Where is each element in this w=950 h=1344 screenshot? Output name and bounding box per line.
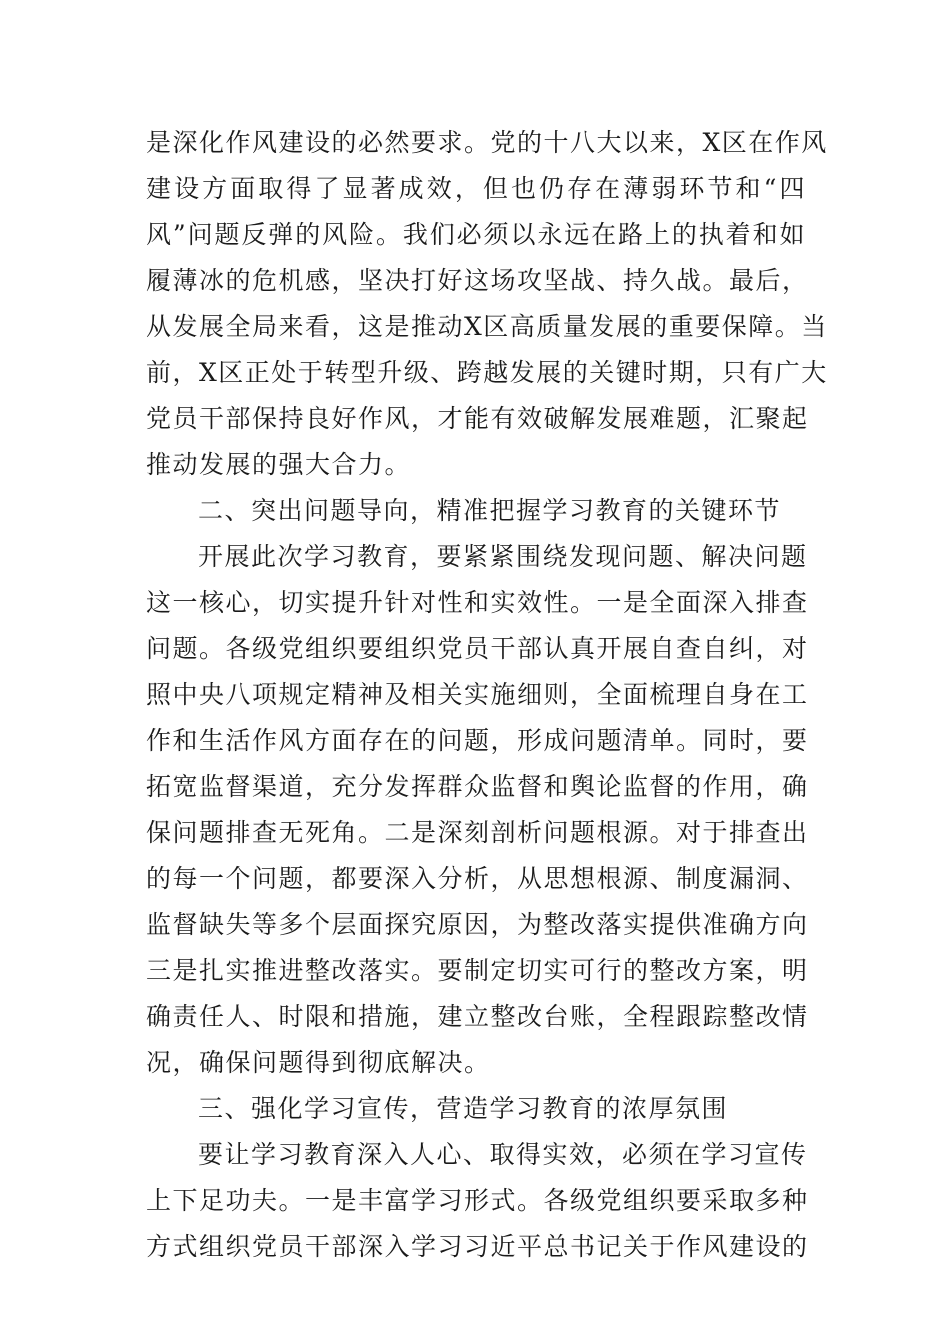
text-line: 要让学习教育深入人心、取得实效，必须在学习宣传 [198, 1140, 808, 1169]
text-line: 保问题排查无死角。二是深刻剖析问题根源。对于排查出 [146, 818, 809, 847]
text-line: 开展此次学习教育，要紧紧围绕发现问题、解决问题 [198, 542, 808, 571]
text-line: 方式组织党员干部深入学习习近平总书记关于作风建设的 [146, 1232, 809, 1261]
text-line: 这一核心，切实提升针对性和实效性。一是全面深入排查 [146, 588, 809, 617]
text-line: 风”问题反弹的风险。我们必须以永远在路上的执着和如 [146, 220, 806, 249]
text-line: 问题。各级党组织要组织党员干部认真开展自查自纠，对 [146, 634, 809, 663]
text-line: 前，X区正处于转型升级、跨越发展的关键时期，只有广大 [146, 358, 828, 387]
text-line: 的每一个问题，都要深入分析，从思想根源、制度漏洞、 [146, 864, 809, 893]
text-line: 监督缺失等多个层面探究原因，为整改落实提供准确方向 [146, 910, 809, 939]
text-line: 是深化作风建设的必然要求。党的十八大以来，X区在作风 [146, 128, 828, 157]
text-line: 三、强化学习宣传，营造学习教育的浓厚氛围 [198, 1094, 729, 1123]
text-line: 推动发展的强大合力。 [146, 450, 412, 479]
text-line: 建设方面取得了显著成效，但也仍存在薄弱环节和“四 [146, 174, 806, 203]
text-line: 二、突出问题导向，精准把握学习教育的关键环节 [198, 496, 782, 525]
text-line: 三是扎实推进整改落实。要制定切实可行的整改方案，明 [146, 956, 809, 985]
text-line: 拓宽监督渠道，充分发挥群众监督和舆论监督的作用，确 [146, 772, 809, 801]
text-line: 作和生活作风方面存在的问题，形成问题清单。同时，要 [146, 726, 809, 755]
text-line: 况，确保问题得到彻底解决。 [146, 1048, 491, 1077]
text-line: 履薄冰的危机感，坚决打好这场攻坚战、持久战。最后， [146, 266, 809, 295]
text-line: 上下足功夫。一是丰富学习形式。各级党组织要采取多种 [146, 1186, 809, 1215]
text-line: 确责任人、时限和措施，建立整改台账，全程跟踪整改情 [146, 1002, 809, 1031]
text-line: 党员干部保持良好作风，才能有效破解发展难题，汇聚起 [146, 404, 809, 433]
text-line: 照中央八项规定精神及相关实施细则，全面梳理自身在工 [146, 680, 809, 709]
document-body [146, 120, 828, 1270]
text-line: 从发展全局来看，这是推动X区高质量发展的重要保障。当 [146, 312, 828, 341]
